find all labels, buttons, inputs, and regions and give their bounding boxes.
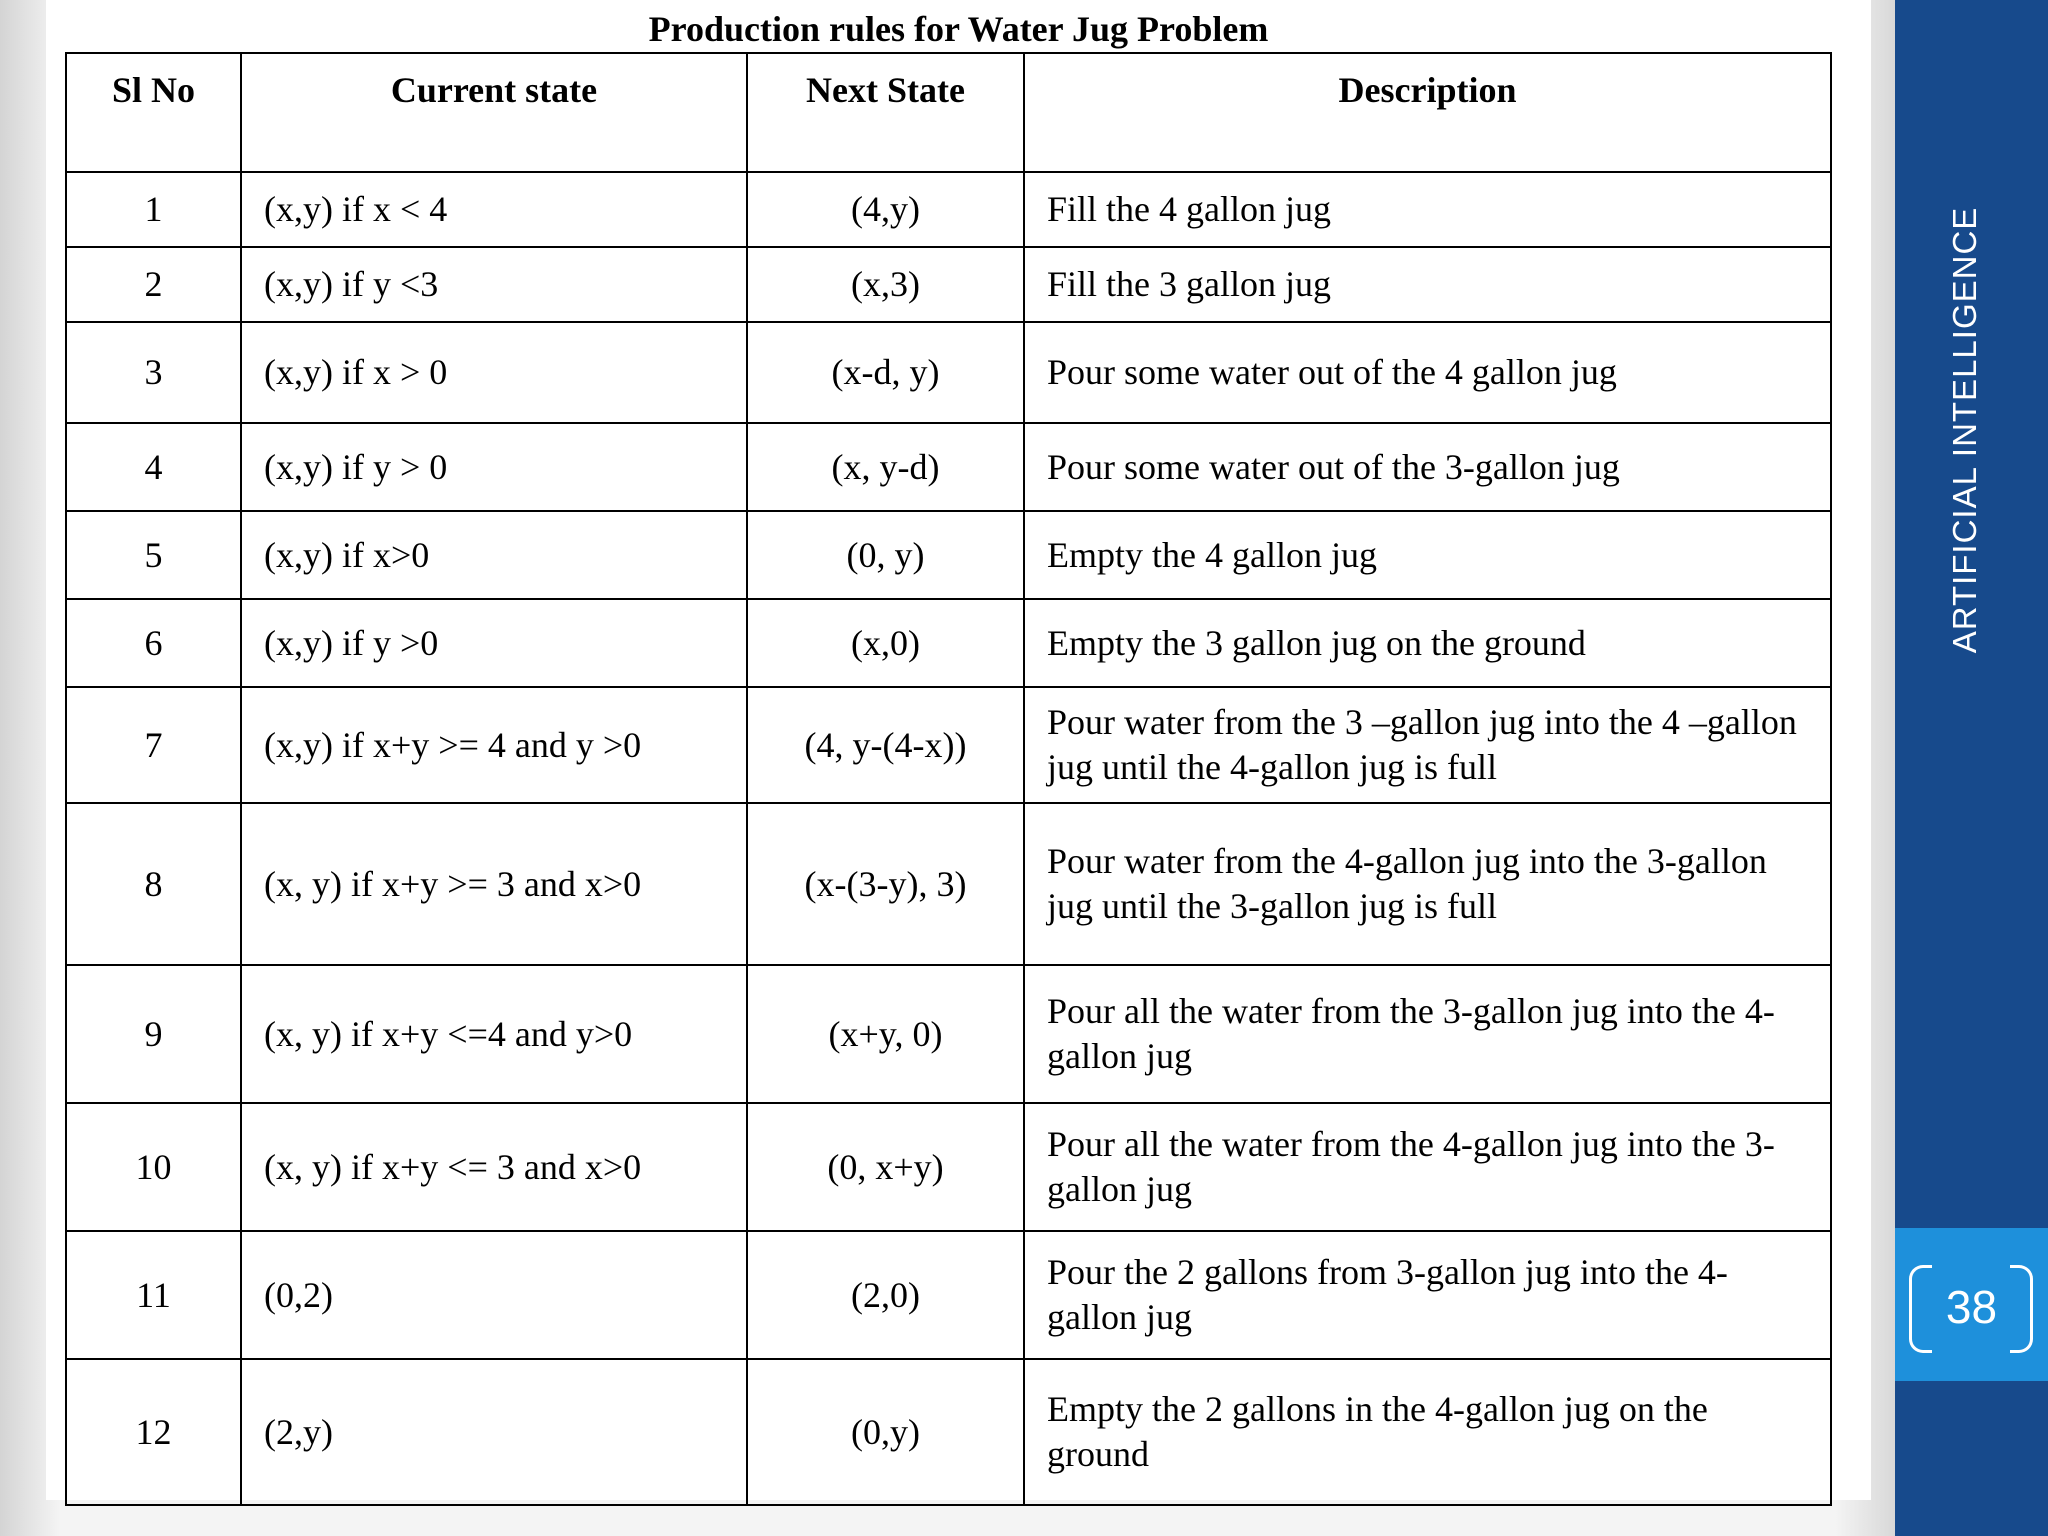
cell-current-state: (x, y) if x+y >= 3 and x>0 <box>241 803 747 965</box>
cell-current-state: (x,y) if x < 4 <box>241 172 747 247</box>
table-row <box>66 687 1831 803</box>
cell-current-state: (x,y) if y > 0 <box>241 423 747 511</box>
table-row <box>66 803 1831 965</box>
cell-sl-no: 4 <box>66 423 241 511</box>
cell-description: Fill the 3 gallon jug <box>1024 247 1831 322</box>
cell-sl-no: 5 <box>66 511 241 599</box>
table-row <box>66 322 1831 423</box>
cell-current-state: (x,y) if x > 0 <box>241 322 747 423</box>
header-next-state: Next State <box>747 53 1024 172</box>
table-row <box>66 423 1831 511</box>
table-row <box>66 172 1831 247</box>
cell-next-state: (0, y) <box>747 511 1024 599</box>
cell-sl-no: 9 <box>66 965 241 1103</box>
cell-sl-no: 12 <box>66 1359 241 1505</box>
header-description: Description <box>1024 53 1831 172</box>
cell-next-state: (x-(3-y), 3) <box>747 803 1024 965</box>
cell-current-state: (x, y) if x+y <= 3 and x>0 <box>241 1103 747 1231</box>
cell-next-state: (x,3) <box>747 247 1024 322</box>
cell-current-state: (2,y) <box>241 1359 747 1505</box>
cell-next-state: (0, x+y) <box>747 1103 1024 1231</box>
cell-current-state: (x,y) if y >0 <box>241 599 747 687</box>
cell-current-state: (x,y) if y <3 <box>241 247 747 322</box>
cell-sl-no: 3 <box>66 322 241 423</box>
slide-content <box>46 0 1871 1500</box>
cell-description: Pour all the water from the 4-gallon jug into the 3-gallon jug <box>1024 1103 1831 1231</box>
cell-description: Pour some water out of the 3-gallon jug <box>1024 423 1831 511</box>
table-row <box>66 247 1831 322</box>
cell-current-state: (x, y) if x+y <=4 and y>0 <box>241 965 747 1103</box>
table-row <box>66 965 1831 1103</box>
table-row <box>66 599 1831 687</box>
cell-next-state: (4,y) <box>747 172 1024 247</box>
table-title: Production rules for Water Jug Problem <box>648 9 1269 49</box>
page-number-badge <box>1895 1228 2048 1381</box>
cell-sl-no: 8 <box>66 803 241 965</box>
cell-description: Empty the 2 gallons in the 4-gallon jug on the ground <box>1024 1359 1831 1505</box>
cell-description: Pour water from the 4-gallon jug into the 3-gallon jug until the 3-gallon jug is full <box>1024 803 1831 965</box>
cell-next-state: (x,0) <box>747 599 1024 687</box>
table-row <box>66 1103 1831 1231</box>
cell-current-state: (x,y) if x>0 <box>241 511 747 599</box>
table-row <box>66 1231 1831 1359</box>
cell-sl-no: 6 <box>66 599 241 687</box>
cell-sl-no: 10 <box>66 1103 241 1231</box>
cell-next-state: (x+y, 0) <box>747 965 1024 1103</box>
page-number: 38 <box>1945 1281 1998 1333</box>
cell-next-state: (0,y) <box>747 1359 1024 1505</box>
cell-description: Pour some water out of the 4 gallon jug <box>1024 322 1831 423</box>
table-row <box>66 1359 1831 1505</box>
cell-next-state: (2,0) <box>747 1231 1024 1359</box>
cell-description: Pour water from the 3 –gallon jug into the 4 –gallon jug until the 4-gallon jug is full <box>1024 687 1831 803</box>
production-rules-table <box>65 52 1832 1506</box>
cell-description: Pour all the water from the 3-gallon jug into the 4-gallon jug <box>1024 965 1831 1103</box>
cell-description: Empty the 3 gallon jug on the ground <box>1024 599 1831 687</box>
cell-sl-no: 2 <box>66 247 241 322</box>
cell-sl-no: 7 <box>66 687 241 803</box>
cell-current-state: (x,y) if x+y >= 4 and y >0 <box>241 687 747 803</box>
cell-current-state: (0,2) <box>241 1231 747 1359</box>
cell-description: Empty the 4 gallon jug <box>1024 511 1831 599</box>
header-current-state: Current state <box>241 53 747 172</box>
cell-description: Pour the 2 gallons from 3-gallon jug into the 4-gallon jug <box>1024 1231 1831 1359</box>
cell-next-state: (4, y-(4-x)) <box>747 687 1024 803</box>
cell-next-state: (x-d, y) <box>747 322 1024 423</box>
header-sl-no: Sl No <box>66 53 241 172</box>
cell-sl-no: 11 <box>66 1231 241 1359</box>
course-title: ARTIFICIAL INTELLIGENCE <box>1946 206 1983 654</box>
cell-sl-no: 1 <box>66 172 241 247</box>
cell-next-state: (x, y-d) <box>747 423 1024 511</box>
table-row <box>66 511 1831 599</box>
cell-description: Fill the 4 gallon jug <box>1024 172 1831 247</box>
table-header-row <box>66 53 1831 172</box>
